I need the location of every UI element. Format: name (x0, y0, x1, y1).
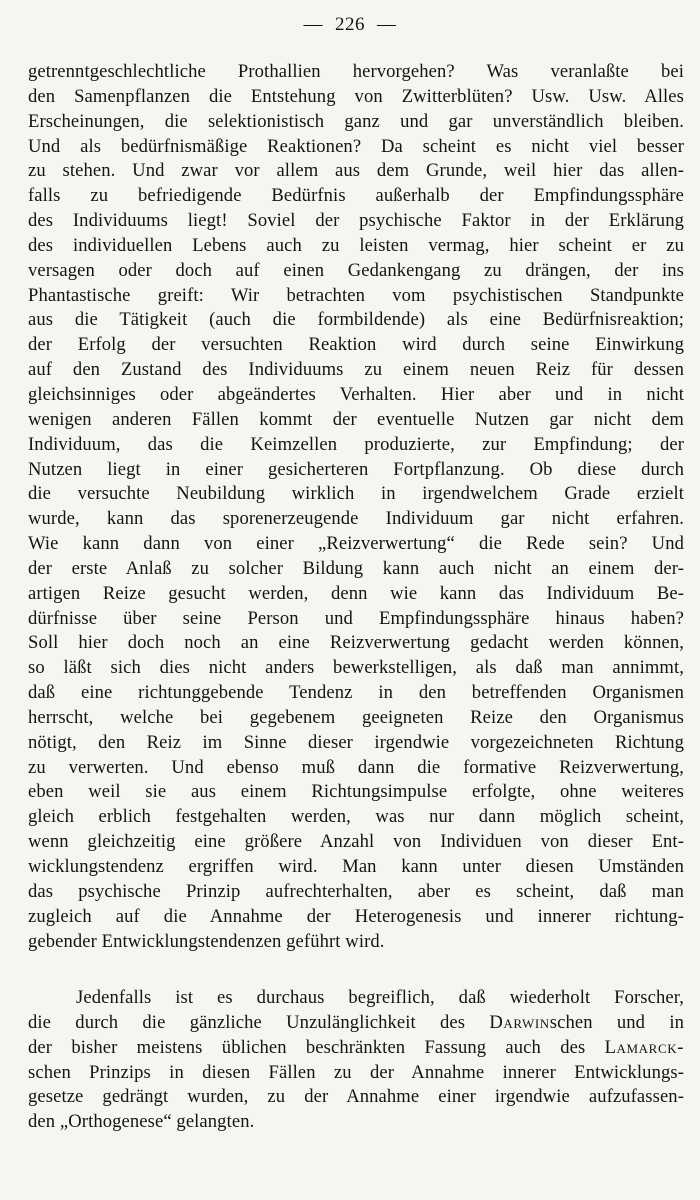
text-line: wurde, kann das sporenerzeugende Individuum gar nicht erfahren. (28, 508, 684, 530)
text-line-indented: Jedenfalls ist es durchaus begreiflich, daß wiederholt Forscher, (76, 987, 684, 1008)
text-line: den Samenpflanzen die Entstehung von Zwitterblüten? Usw. Usw. Alles (28, 85, 684, 107)
text-line: nötigt, den Reiz im Sinne dieser irgendwie vorgezeichneten Richtung (28, 731, 684, 753)
text-line: dürfnisse über seine Person und Empfindungssphäre hinaus haben? (28, 607, 684, 629)
text-line: auf den Zustand des Individuums zu einem neuen Reiz für dessen (28, 359, 684, 381)
text-line: getrenntgeschlechtliche Prothallien hervorgehen? Was veranlaßte bei (28, 61, 684, 82)
text-line: eben weil sie aus einem Richtungsimpulse erfolgte, ohne weiteres (28, 781, 684, 803)
text-line: gleich erblich festgehalten werden, was nur dann möglich scheint, (28, 806, 684, 828)
text-line (28, 1011, 684, 1036)
text-line: Nutzen liegt in einer gesicherteren Fortpflanzung. Ob diese durch (28, 458, 684, 480)
text-line-last: gebender Entwicklungstendenzen geführt wird. (28, 930, 385, 952)
text-line (28, 1036, 684, 1061)
text-line: Soll hier doch noch an eine Reizverwertung gedacht werden können, (28, 632, 684, 654)
text-fragment: schen und in (549, 1011, 684, 1033)
author-name-darwin: Darwin (489, 1011, 550, 1033)
text-line: des individuellen Lebens auch zu leisten vermag, hier scheint er zu (28, 234, 684, 256)
text-line: die versuchte Neubildung wirklich in irgendwelchem Grade erzielt (28, 483, 684, 505)
page-number-dash-right: — (377, 14, 397, 35)
author-name-lamarck: Lamarck- (604, 1036, 684, 1058)
page-number: 226 (335, 14, 365, 35)
text-line: Und als bedürfnismäßige Reaktionen? Da scheint es nicht viel besser (28, 135, 684, 157)
text-line: falls zu befriedigende Bedürfnis außerhalb der Empfindungssphäre (28, 185, 684, 207)
page-number-header (0, 14, 700, 36)
text-line: zu verwerten. Und ebenso muß dann die formative Reizverwertung, (28, 756, 684, 778)
text-line: so läßt sich dies nicht anders bewerkstelligen, als daß man annimmt, (28, 657, 684, 679)
text-line: wenigen anderen Fällen kommt der eventuelle Nutzen gar nicht dem (28, 408, 684, 430)
text-fragment: der bisher meistens üblichen beschränkten Fassung auch des (28, 1036, 605, 1058)
text-line: Phantastische greift: Wir betrachten vom psychistischen Standpunkte (28, 284, 684, 306)
text-line: herrscht, welche bei gegebenem geeigneten Reize den Organismus (28, 706, 684, 728)
text-line: der erste Anlaß zu solcher Bildung kann auch nicht an einem der- (28, 557, 684, 579)
text-line: schen Prinzips in diesen Fällen zu der Annahme innerer Entwicklungs- (28, 1061, 684, 1083)
text-line: artigen Reize gesucht werden, denn wie kann das Individuum Be- (28, 582, 684, 604)
text-line: gesetze gedrängt wurden, zu der Annahme einer irgendwie aufzufassen- (28, 1086, 684, 1108)
text-line-last: den „Orthogenese“ gelangten. (28, 1111, 255, 1133)
text-line: zugleich auf die Annahme der Heterogenesis und innerer richtung- (28, 905, 684, 927)
text-line: gleichsinniges oder abgeändertes Verhalten. Hier aber und in nicht (28, 383, 684, 405)
text-fragment: die durch die gänzliche Unzulänglichkeit des (28, 1011, 490, 1033)
text-line: der Erfolg der versuchten Reaktion wird durch seine Einwirkung (28, 334, 684, 356)
text-line: wenn gleichzeitig eine größere Anzahl von Individuen von dieser Ent- (28, 831, 684, 853)
text-line: des Individuums liegt! Soviel der psychische Faktor in der Erklärung (28, 210, 684, 232)
text-line: Individuum, das die Keimzellen produzierte, zur Empfindung; der (28, 433, 684, 455)
text-line: aus die Tätigkeit (auch die formbildende) als eine Bedürfnisreaktion; (28, 309, 684, 331)
text-line: daß eine richtunggebende Tendenz in den betreffenden Organismen (28, 682, 684, 704)
text-line: versagen oder doch auf einen Gedankengang zu drängen, der ins (28, 259, 684, 281)
text-line: zu stehen. Und zwar vor allem aus dem Grunde, weil hier das allen- (28, 160, 684, 182)
paragraph-2 (28, 986, 684, 1135)
text-line: Wie kann dann von einer „Reizverwertung“ die Rede sein? Und (28, 533, 684, 555)
page-number-dash-left: — (303, 14, 323, 35)
paragraph-1 (28, 60, 684, 954)
text-line: wicklungstendenz ergriffen wird. Man kann unter diesen Umständen (28, 856, 684, 877)
text-line: das psychische Prinzip aufrechterhalten, aber es scheint, daß man (28, 880, 684, 902)
text-line: Erscheinungen, die selektionistisch ganz und gar unverständlich bleiben. (28, 110, 684, 132)
